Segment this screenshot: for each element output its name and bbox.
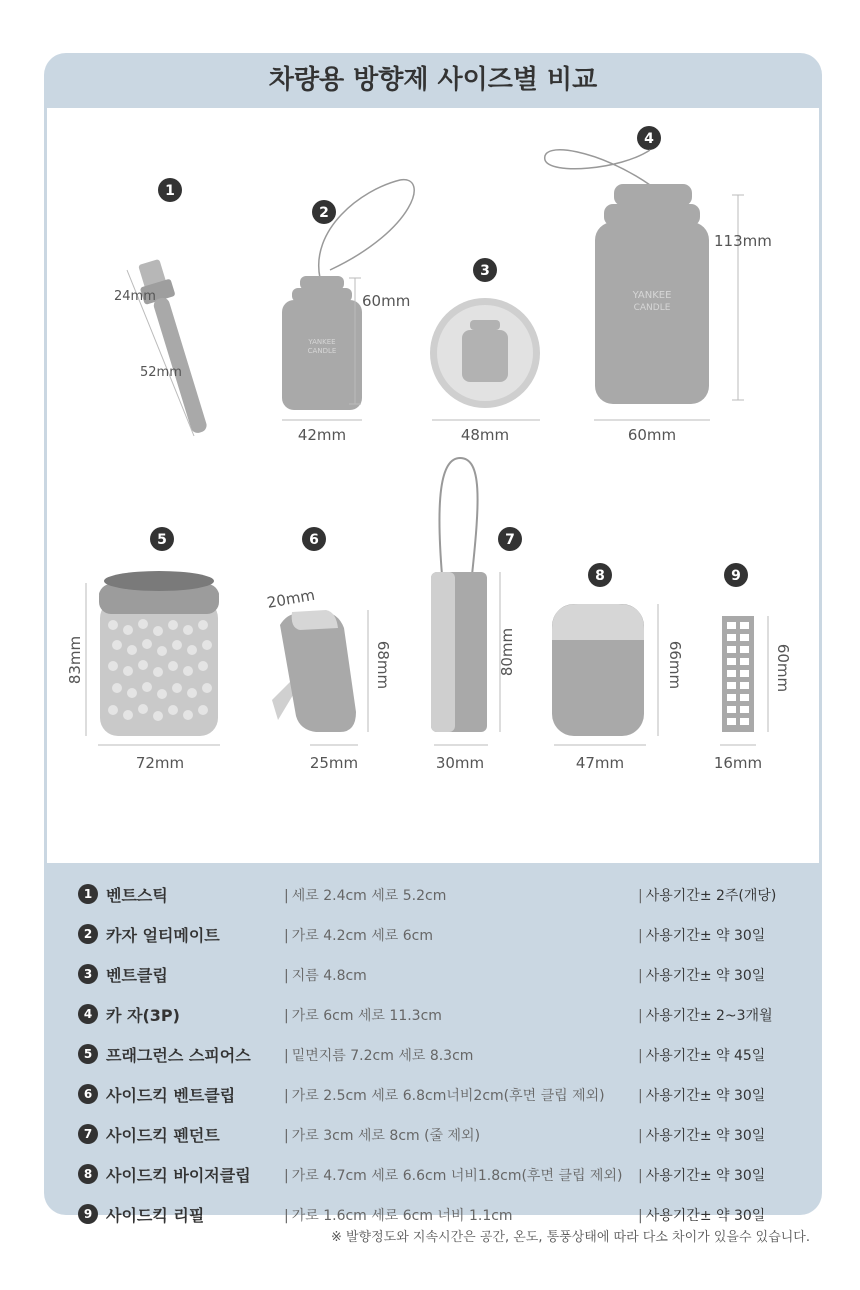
product-spec: | 가로 4.7cm 세로 6.6cm 너비1.8cm(후면 클립 제외) [284,1165,622,1185]
dim-3-diameter: 48mm [460,426,510,444]
product-name: 벤트클립 [106,966,168,985]
dim-7-width: 30mm [435,754,485,772]
product-spec: | 세로 2.4cm 세로 5.2cm [284,885,446,905]
product-6-sidekick-vent-clip [266,527,392,772]
product-name: 카자 얼티메이트 [106,926,220,945]
table-row [44,873,822,913]
brand-label-4b: CANDLE [633,303,671,313]
usage-period: | 사용기간± 2주(개당) [638,885,776,905]
product-spec: | 가로 4.2cm 세로 6cm [284,925,433,945]
comparison-card [44,53,822,1225]
product-name: 사이드킥 바이저클립 [106,1166,251,1185]
table-row [44,913,822,953]
usage-period: | 사용기간± 약 30일 [638,1085,765,1105]
product-spec: | 가로 1.6cm 세로 6cm 너비 1.1cm [284,1205,513,1225]
product-name: 프래그런스 스피어스 [106,1046,251,1065]
dim-6-width: 25mm [309,754,359,772]
row-number-badge: 3 [78,964,98,984]
usage-period: | 사용기간± 약 30일 [638,965,765,985]
row-number-badge: 9 [78,1204,98,1224]
table-row [44,1033,822,1073]
usage-period: | 사용기간± 약 30일 [638,1205,765,1225]
product-4-car-jar [545,126,772,444]
badge-7-label: 7 [505,532,515,548]
badge-1-label: 1 [165,183,175,199]
product-name: 사이드킥 리필 [106,1206,205,1225]
dim-8-width: 47mm [575,754,625,772]
dim-2-height: 60mm [362,292,411,310]
product-spec: | 밑면지름 7.2cm 세로 8.3cm [284,1045,473,1065]
dim-9-width: 16mm [713,754,763,772]
badge-8-label: 8 [595,568,605,584]
product-7-sidekick-pendant [431,458,522,772]
usage-period: | 사용기간± 약 30일 [638,1165,765,1185]
product-5-fragrance-spheres [66,527,220,772]
product-9-sidekick-refill [714,563,792,772]
dim-8-height: 66mm [666,640,684,690]
badge-6-label: 6 [309,532,319,548]
row-number-badge: 8 [78,1164,98,1184]
usage-period: | 사용기간± 약 30일 [638,925,765,945]
dim-9-height: 60mm [774,643,792,693]
table-row [44,953,822,993]
badge-5-label: 5 [157,532,167,548]
row-number-badge: 7 [78,1124,98,1144]
product-name: 벤트스틱 [106,886,168,905]
product-spec: | 가로 2.5cm 세로 6.8cm너비2cm(후면 클립 제외) [284,1085,605,1105]
dim-6-depth: 20mm [265,585,317,612]
dim-4-width: 60mm [627,426,677,444]
product-spec: | 가로 6cm 세로 11.3cm [284,1005,442,1025]
badge-9-label: 9 [731,568,741,584]
illustration-panel [47,108,819,863]
footnote: ※ 발향정도와 지속시간은 공간, 온도, 통풍상태에 따라 다소 차이가 있을수 있습니다. [330,1230,810,1245]
dim-7-height: 80mm [498,627,516,677]
product-3-vent-clip [430,258,540,444]
dim-4-height: 113mm [714,232,772,250]
row-number-badge: 1 [78,884,98,904]
page-title: 차량용 방향제 사이즈별 비교 [268,65,598,95]
brand-label-4a: YANKEE [632,290,672,301]
dim-1-height: 52mm [140,365,182,380]
product-1-vent-stick [114,178,216,437]
table-row [44,1153,822,1193]
product-name: 사이드킥 펜던트 [106,1126,220,1145]
brand-label-2a: YANKEE [308,338,336,346]
product-name: 사이드킥 벤트클립 [106,1086,236,1105]
dim-6-height: 68mm [374,640,392,690]
product-2-car-jar-ultimate [282,180,414,444]
row-number-badge: 6 [78,1084,98,1104]
dim-5-height: 83mm [66,635,84,685]
product-spec: | 지름 4.8cm [284,965,367,985]
row-number-badge: 2 [78,924,98,944]
usage-period: | 사용기간± 약 30일 [638,1125,765,1145]
badge-2-label: 2 [319,205,329,221]
table-row [44,1113,822,1153]
dim-5-width: 72mm [135,754,185,772]
usage-period: | 사용기간± 약 45일 [638,1045,765,1065]
badge-3-label: 3 [480,263,490,279]
badge-4-label: 4 [644,131,654,147]
product-8-sidekick-visor-clip [552,563,684,772]
usage-period: | 사용기간± 2~3개월 [638,1005,773,1025]
product-spec: | 가로 3cm 세로 8cm (줄 제외) [284,1125,480,1145]
brand-label-2b: CANDLE [307,347,337,355]
product-name: 카 자(3P) [106,1006,180,1025]
row-number-badge: 5 [78,1044,98,1064]
table-row [44,1073,822,1113]
dim-2-width: 42mm [297,426,347,444]
dim-1-height-top: 24mm [114,289,156,304]
table-row [44,993,822,1033]
row-number-badge: 4 [78,1004,98,1024]
